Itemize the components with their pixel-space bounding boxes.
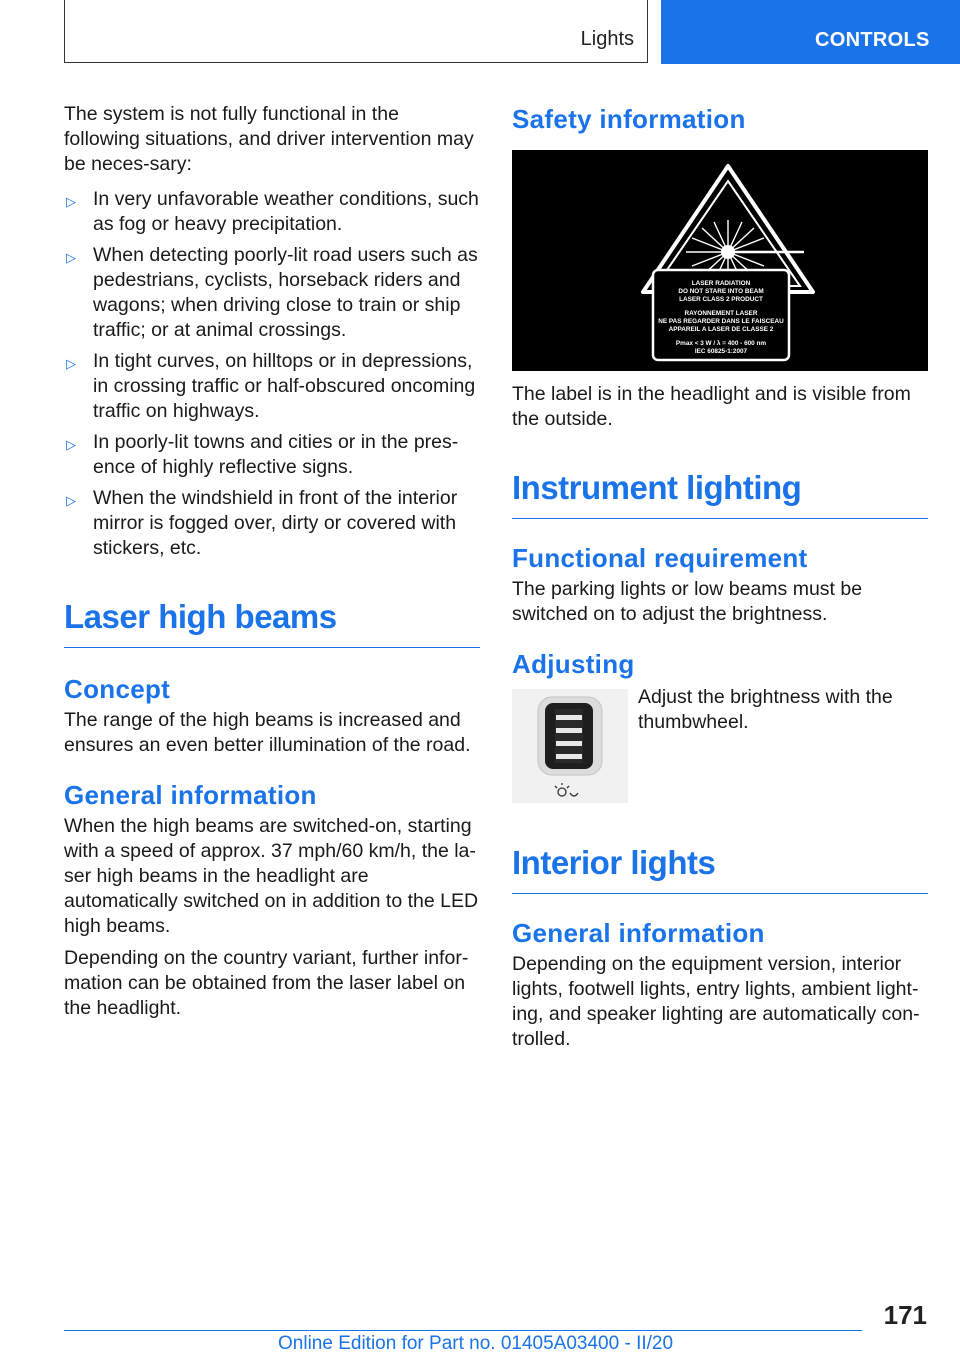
- limitations-list: [64, 187, 480, 561]
- laser-label-line: LASER CLASS 2 PRODUCT: [679, 296, 763, 303]
- concept-heading: Concept: [64, 674, 171, 704]
- interior-lights-heading: Interior lights: [512, 845, 928, 894]
- list-item: ▷ In very unfavorable weather conditions, such as fog or heavy precipitation.: [66, 188, 479, 235]
- footer-rule: [64, 1330, 862, 1331]
- header-frame: [64, 0, 648, 63]
- laser-label-line: RAYONNEMENT LASER: [684, 310, 758, 317]
- list-item: ▷ In tight curves, on hilltops or in depressions, in crossing traffic or half-obscured oncoming traffic on highways.: [66, 350, 476, 422]
- triangle-bullet-icon: ▷: [66, 250, 76, 265]
- general-information-text-2: Depending on the country variant, further infor-mation can be obtained from the laser label on the headlight.: [64, 947, 469, 1019]
- laser-warning-sign: [512, 150, 928, 371]
- interior-general-information-heading: General information: [512, 918, 765, 948]
- page-number: 171: [883, 1300, 927, 1330]
- laser-label-line: DO NOT STARE INTO BEAM: [678, 288, 764, 295]
- triangle-bullet-icon: ▷: [66, 356, 76, 371]
- list-item: ▷ In poorly-lit towns and cities or in the pres-ence of highly reflective signs.: [66, 431, 459, 478]
- triangle-bullet-icon: ▷: [66, 194, 76, 209]
- adjusting-text: Adjust the brightness with the thumbwheel.: [638, 686, 893, 733]
- triangle-bullet-icon: ▷: [66, 437, 76, 452]
- list-item: ▷ When detecting poorly-lit road users such as pedestrians, cyclists, horseback riders and wagons; when driving close to train or ship traffic; or at animal crossings.: [66, 244, 478, 341]
- chapter-tab: [661, 0, 960, 64]
- triangle-bullet-icon: ▷: [66, 493, 76, 508]
- thumbwheel-icon: [512, 689, 628, 803]
- section-title: Lights: [580, 28, 634, 50]
- laser-label-line: NE PAS REGARDER DANS LE FAISCEAU: [658, 318, 784, 325]
- laser-label-line: LASER RADIATION: [691, 280, 751, 287]
- laser-label-line: IEC 60825-1:2007: [694, 348, 748, 355]
- chapter-title: CONTROLS: [815, 29, 930, 51]
- safety-information-text: The label is in the headlight and is visible from the outside.: [512, 383, 911, 430]
- adjusting-heading: Adjusting: [512, 649, 635, 679]
- laser-label-line: APPAREIL A LASER DE CLASSE 2: [668, 326, 774, 333]
- instrument-lighting-heading: Instrument lighting: [512, 470, 928, 519]
- safety-information-heading: Safety information: [512, 104, 746, 134]
- adjusting-section: [512, 685, 928, 803]
- functional-requirement-heading: Functional requirement: [512, 543, 808, 573]
- interior-general-information-text: Depending on the equipment version, interior lights, footwell lights, entry lights, ambient light-ing, and speaker lighting are automatically con-trolled.: [512, 953, 920, 1050]
- thumbwheel-image: [512, 689, 628, 803]
- functional-requirement-text: The parking lights or low beams must be switched on to adjust the brightness.: [512, 578, 863, 625]
- left-column: [64, 102, 480, 1021]
- laser-label-image: [512, 150, 928, 371]
- general-information-heading: General information: [64, 780, 317, 810]
- list-item: ▷ When the windshield in front of the interior mirror is fogged over, dirty or covered with stickers, etc.: [66, 487, 458, 559]
- edition-text: Online Edition for Part no. 01405A03400 - II/20: [278, 1333, 674, 1354]
- concept-text: The range of the high beams is increased and ensures an even better illumination of the road.: [64, 709, 471, 756]
- general-information-text: When the high beams are switched-on, starting with a speed of approx. 37 mph/60 km/h, the la-ser high beams in the headlight are automatically switched on in addition to the LED high beams.: [64, 815, 479, 937]
- right-column: [512, 102, 928, 1052]
- laser-label-line: Pmax < 3 W / λ = 400 - 600 nm: [675, 340, 767, 347]
- laser-high-beams-heading: Laser high beams: [64, 599, 480, 648]
- intro-paragraph: The system is not fully functional in the following situations, and driver intervention may be neces-sary:: [64, 103, 474, 175]
